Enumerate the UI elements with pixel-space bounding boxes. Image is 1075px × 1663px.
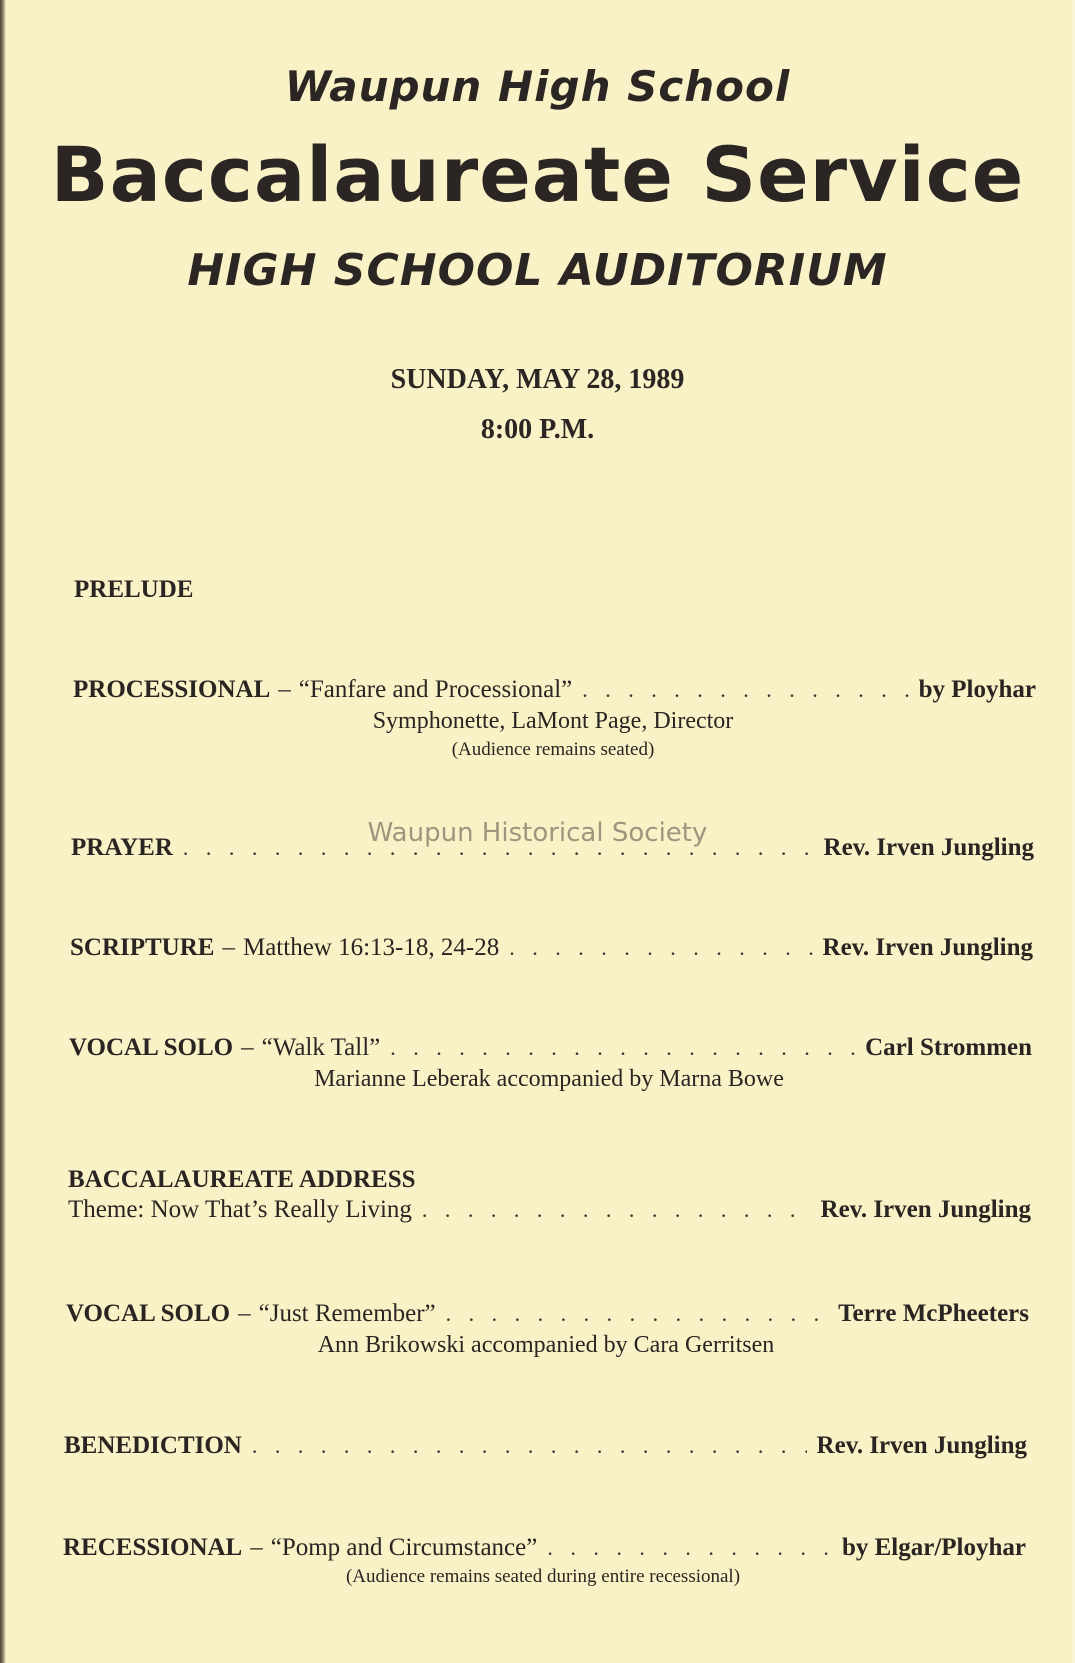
vocal-solo-1-title: “Walk Tall” [261,1034,381,1061]
vocal-solo-1-dash: – [241,1034,254,1061]
dot-leader [183,835,814,861]
dot-leader [390,1035,855,1061]
page-title: Baccalaureate Service [50,130,1025,219]
recessional-credit: by Elgar/Ployhar [841,1534,1026,1561]
processional-performer: Symphonette, LaMont Page, Director [372,708,734,734]
prelude-label: PRELUDE [74,576,194,603]
vocal-solo-2-title: “Just Remember” [258,1300,436,1327]
processional-dash: – [278,676,291,703]
processional-note: (Audience remains seated) [451,739,655,760]
vocal-solo-2-credit: Terre McPheeters [838,1300,1029,1327]
program-item-processional [73,676,1036,761]
scripture-credit: Rev. Irven Jungling [822,934,1033,961]
vocal-solo-1-credit: Carl Strommen [865,1034,1032,1061]
program-item-benediction [64,1432,1027,1460]
scripture-dash: – [222,934,235,961]
benediction-credit: Rev. Irven Jungling [816,1432,1027,1459]
program-item-address [68,1166,1031,1224]
recessional-title: “Pomp and Circumstance” [270,1534,538,1561]
watermark: Waupun Historical Society [367,818,708,848]
program-item-prayer [71,834,1034,862]
prayer-credit: Rev. Irven Jungling [823,834,1034,861]
dot-leader [422,1197,811,1223]
processional-credit: by Ployhar [918,676,1036,703]
vocal-solo-1-performer: Marianne Leberak accompanied by Marna Bowe [314,1066,784,1092]
venue: HIGH SCHOOL AUDITORIUM [187,245,888,296]
prayer-label: PRAYER [71,834,173,861]
vocal-solo-2-label: VOCAL SOLO [66,1300,231,1327]
program-item-vocal-solo-2 [66,1300,1029,1359]
address-theme: Theme: Now That’s Really Living [68,1196,412,1223]
vocal-solo-1-label: VOCAL SOLO [69,1034,234,1061]
dot-leader [582,677,908,703]
scripture-reference: Matthew 16:13-18, 24-28 [242,934,500,961]
dot-leader [509,935,812,961]
recessional-note: (Audience remains seated during entire recessional) [345,1566,741,1587]
program-item-vocal-solo-1 [69,1034,1032,1093]
dot-leader [446,1301,828,1327]
event-date: SUNDAY, MAY 28, 1989 [390,364,685,395]
address-credit: Rev. Irven Jungling [820,1196,1031,1223]
school-name: Waupun High School [284,62,791,111]
program-item-scripture [70,934,1033,962]
dot-leader [547,1535,832,1561]
vocal-solo-2-dash: – [238,1300,251,1327]
recessional-label: RECESSIONAL [63,1534,243,1561]
event-time: 8:00 P.M. [480,414,595,445]
scripture-label: SCRIPTURE [70,934,215,961]
processional-label: PROCESSIONAL [73,676,271,703]
program-item-recessional [63,1534,1026,1588]
vocal-solo-2-performer: Ann Brikowski accompanied by Cara Gerritsen [317,1332,775,1358]
benediction-label: BENEDICTION [64,1432,242,1459]
recessional-dash: – [250,1534,263,1561]
program-item-prelude [74,576,1034,604]
dot-leader [252,1433,807,1459]
address-label: BACCALAUREATE ADDRESS [68,1166,416,1193]
processional-title: “Fanfare and Processional” [298,676,573,703]
